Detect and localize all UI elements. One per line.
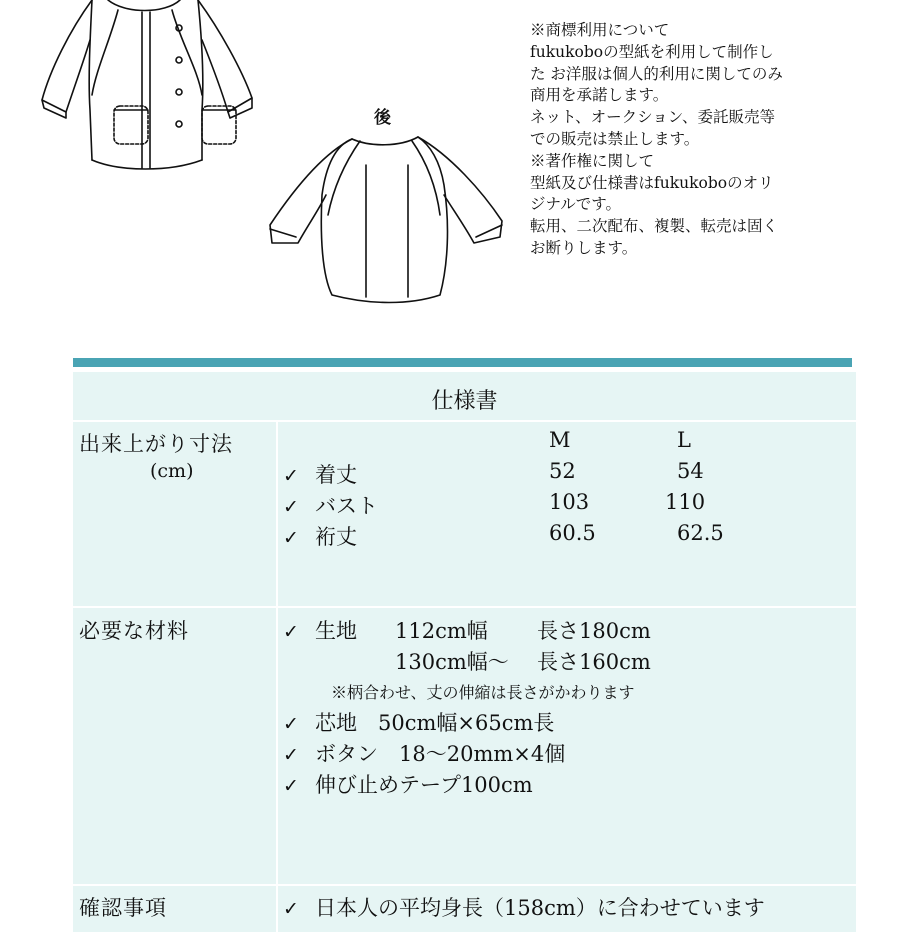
column-divider	[276, 422, 278, 942]
terms-notice	[530, 20, 860, 260]
fabric-note: ※柄合わせ、丈の伸縮は長さがかわります	[331, 683, 635, 702]
material-item-text: 伸び止めテープ100cm	[315, 773, 533, 797]
check-icon: ✓	[283, 744, 299, 766]
size-value-l: 62.5	[677, 521, 724, 545]
check-icon: ✓	[283, 775, 299, 797]
notice-line: fukukoboの型紙を利用して制作し	[530, 42, 774, 61]
notice-line: ジナルです。	[530, 195, 621, 214]
confirm-item	[283, 892, 765, 922]
fabric-name: 生地	[315, 619, 357, 643]
check-icon: ✓	[283, 621, 299, 643]
spec-table	[73, 372, 856, 932]
size-row	[283, 521, 357, 551]
row-divider	[73, 606, 856, 608]
sizes-label: 出来上がり寸法	[79, 432, 233, 456]
size-value-m: 52	[549, 459, 576, 483]
spec-title: 仕様書	[73, 372, 856, 421]
notice-line: 商用を承諾します。	[530, 86, 669, 105]
notice-line: 型紙及び仕様書はfukukoboのオリ	[530, 173, 774, 192]
fabric-length-1: 長さ180cm	[537, 619, 651, 643]
size-row	[283, 490, 378, 520]
material-item-text: 芯地 50cm幅×65cm長	[315, 711, 555, 735]
back-jacket-line-drawing-icon	[260, 125, 510, 310]
size-header-l: L	[677, 428, 691, 452]
fabric-width-1: 112cm幅	[395, 619, 488, 643]
material-item	[283, 769, 533, 799]
sizes-unit: (cm)	[150, 460, 194, 482]
size-name: 着丈	[315, 463, 357, 487]
notice-line: た お洋服は個人的利用に関してのみ	[530, 64, 783, 83]
material-fabric-row	[283, 615, 357, 645]
size-name: バスト	[315, 494, 378, 518]
size-name: 裄丈	[315, 525, 357, 549]
notice-line: ※商標利用について	[530, 21, 670, 39]
notice-line: ネット、オークション、委託販売等	[530, 108, 776, 127]
material-item	[283, 738, 565, 768]
notice-line: での販売は禁止します。	[530, 129, 700, 148]
check-icon: ✓	[283, 496, 299, 518]
check-icon: ✓	[283, 713, 299, 735]
material-item-text: ボタン 18～20mm×4個	[315, 742, 566, 766]
section-divider	[73, 358, 852, 367]
row-divider	[73, 884, 856, 886]
confirm-item-text: 日本人の平均身長（158cm）に合わせています	[315, 896, 765, 920]
size-value-m: 103	[549, 490, 590, 514]
material-item	[283, 707, 554, 737]
confirm-label: 確認事項	[79, 896, 167, 920]
size-value-m: 60.5	[549, 521, 596, 545]
size-value-l: 54	[677, 459, 704, 483]
check-icon: ✓	[283, 465, 299, 487]
fabric-width-2: 130cm幅～	[395, 650, 509, 674]
back-view-label: 後	[374, 108, 391, 128]
notice-line: 転用、二次配布、複製、転売は固く	[530, 217, 779, 236]
size-value-l: 110	[665, 490, 706, 514]
notice-line: ※著作権に関して	[530, 151, 655, 170]
front-jacket-line-drawing-icon	[30, 0, 270, 175]
check-icon: ✓	[283, 898, 299, 920]
size-header-m: M	[549, 428, 571, 452]
row-divider	[73, 420, 856, 422]
check-icon: ✓	[283, 527, 299, 549]
fabric-length-2: 長さ160cm	[537, 650, 651, 674]
size-row	[283, 459, 357, 489]
materials-label: 必要な材料	[79, 619, 189, 643]
notice-line: お断りします。	[530, 238, 638, 257]
